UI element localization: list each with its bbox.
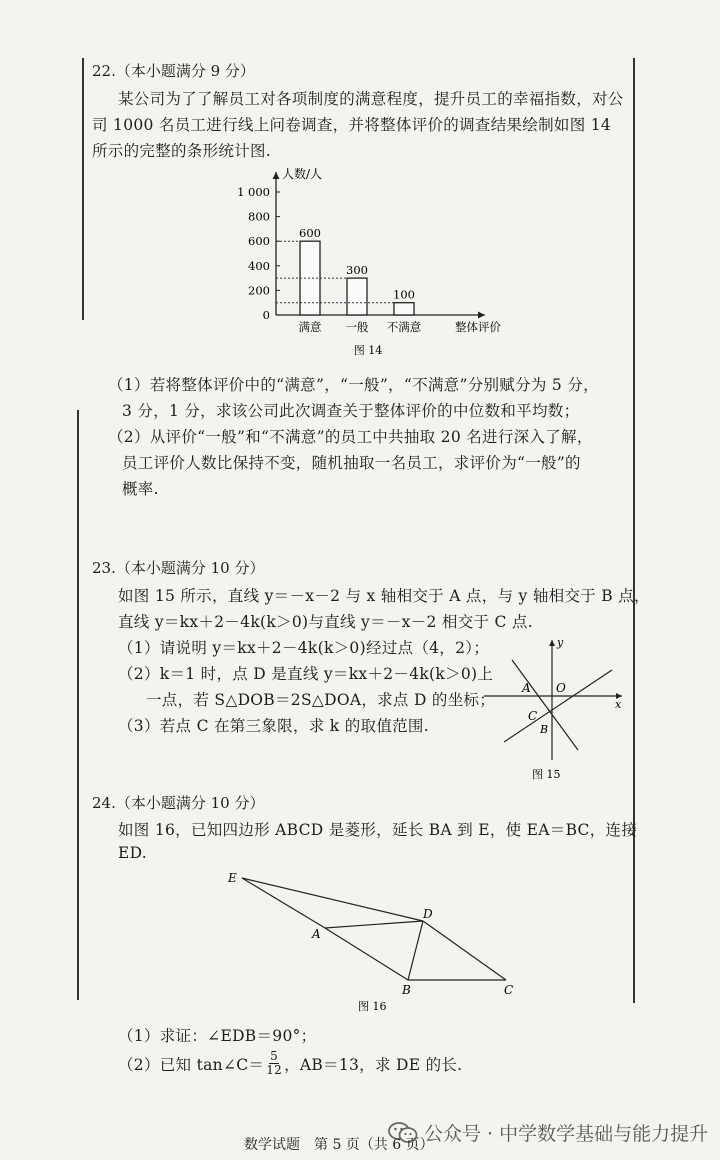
x-category-label: 一般 [345, 320, 369, 334]
q22-header: 22.（本小题满分 9 分） [92, 62, 255, 80]
label-C: C [528, 709, 538, 723]
q24-intro-line-2: ED. [118, 844, 148, 862]
q24-part2 [118, 1050, 462, 1077]
bar [394, 303, 414, 315]
bar-data-label: 100 [393, 287, 415, 302]
bar [347, 278, 367, 315]
label-B: B [402, 983, 411, 997]
q22-part2-line-2: 员工评价人数比保持不变，随机抽取一名员工，求评价为“一般”的 [122, 454, 581, 472]
y-tick-label: 0 [262, 308, 270, 322]
q22-intro-line-2: 司 1000 名员工进行线上问卷调查，并将整体评价的调查结果绘制如图 14 [92, 116, 612, 134]
page-footer: 数学试题 第 5 页（共 6 页） [244, 1137, 434, 1153]
segment-E-A-B [242, 878, 408, 980]
label-B: B [540, 723, 549, 736]
y-tick-label: 1 000 [237, 185, 270, 199]
y-axis-arrow [549, 640, 555, 646]
watermark [388, 1119, 708, 1146]
q23-intro-line-2: 直线 y＝kx＋2－4k(k＞0)与直线 y＝－x－2 相交于 C 点. [118, 613, 533, 631]
left-margin-line [82, 58, 84, 320]
y-tick-label: 400 [248, 258, 270, 273]
q22-part1-line-2: 3 分，1 分，求该公司此次调查关于整体评价的中位数和平均数； [122, 402, 580, 420]
y-tick-label: 800 [248, 209, 270, 224]
fig15-caption: 图 15 [532, 768, 561, 781]
y-axis-label: 人数/人 [282, 167, 323, 181]
label-A: A [522, 681, 531, 695]
segment-E-D [242, 878, 423, 921]
segment-A-D [325, 921, 423, 928]
q24-part1: （1）求证：∠EDB＝90°； [118, 1027, 317, 1045]
q22-part1-line-1: （1）若将整体评价中的“满意”，“一般”，“不满意”分别赋分为 5 分， [108, 376, 599, 394]
fraction-numerator: 5 [270, 1049, 279, 1063]
x-category-label: 满意 [298, 320, 322, 334]
label-D: D [423, 907, 433, 921]
bar-data-label: 600 [299, 226, 321, 241]
q23-part2-line-2: 一点，若 S△DOB＝2S△DOA，求点 D 的坐标； [146, 691, 496, 709]
left-margin-line-lower [77, 410, 79, 1000]
q23-part1: （1）请说明 y＝kx＋2－4k(k＞0)经过点（4，2）； [118, 639, 490, 657]
watermark-text: 公众号 · 中学数学基础与能力提升 [424, 1123, 709, 1145]
label-O: O [556, 681, 566, 695]
fig16-caption: 图 16 [358, 1000, 387, 1013]
segment-D-C [423, 921, 506, 980]
label-x: x [615, 698, 622, 711]
q22-part2-line-1: （2）从评价“一般”和“不满意”的员工中共抽取 20 名进行深入了解， [108, 428, 593, 446]
bar-chart-fig14 [230, 160, 510, 360]
label-C: C [504, 983, 514, 997]
x-category-label: 不满意 [386, 320, 422, 334]
label-y: y [557, 636, 564, 649]
bar-data-label: 300 [346, 263, 368, 278]
fig14-caption: 图 14 [353, 344, 383, 357]
q22-intro-line-1: 某公司为了了解员工对各项制度的满意程度，提升员工的幸福指数，对公 [118, 90, 624, 108]
x-axis-arrow [478, 312, 485, 319]
coordinate-figure-fig15 [470, 630, 630, 790]
q24-intro-line-1: 如图 16，已知四边形 ABCD 是菱形，延长 BA 到 E，使 EA＝BC，连接 [118, 821, 638, 839]
q24-header: 24.（本小题满分 10 分） [92, 794, 265, 812]
rhombus-figure-fig16 [220, 866, 530, 1016]
fraction-5-12 [266, 1050, 282, 1077]
label-A: A [312, 927, 321, 941]
fraction-denominator: 12 [266, 1063, 283, 1077]
x-axis-label: 整体评价 [455, 320, 501, 334]
right-margin-line [633, 58, 635, 1003]
q24-part2-prefix: （2）已知 tan∠C＝ [118, 1055, 265, 1074]
y-axis-arrow [273, 172, 280, 179]
q23-header: 23.（本小题满分 10 分） [92, 559, 265, 577]
line-y-eq-neg-x-minus-2 [512, 660, 578, 750]
y-tick-label: 200 [248, 283, 270, 298]
label-E: E [228, 871, 237, 885]
y-tick-label: 600 [248, 234, 270, 249]
q23-part3: （3）若点 C 在第三象限，求 k 的取值范围. [118, 717, 429, 735]
q22-part2-line-3: 概率. [122, 480, 159, 498]
segment-B-D [408, 921, 423, 980]
q22-intro-line-3: 所示的完整的条形统计图. [92, 142, 272, 160]
q24-part2-suffix: ，AB＝13，求 DE 的长. [284, 1055, 463, 1074]
q23-part2-line-1: （2）k＝1 时，点 D 是直线 y＝kx＋2－4k(k＞0)上 [118, 665, 494, 683]
q23-intro-line-1: 如图 15 所示，直线 y＝－x－2 与 x 轴相交于 A 点，与 y 轴相交于 B 点， [118, 587, 650, 605]
